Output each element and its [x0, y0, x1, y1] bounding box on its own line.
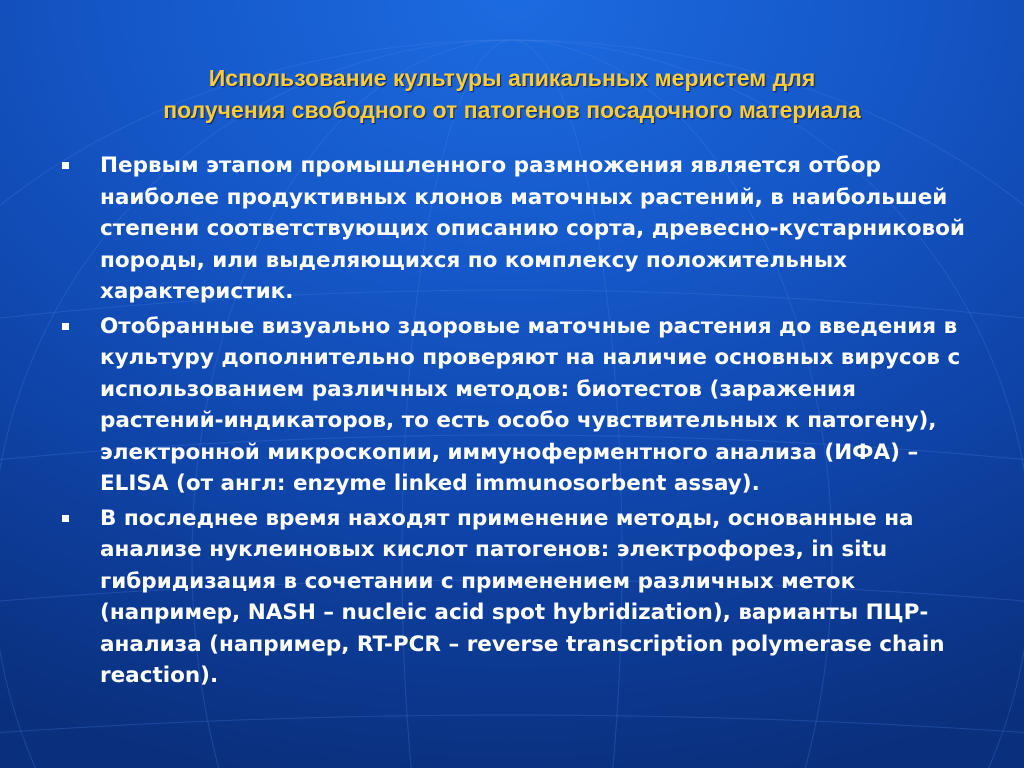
- bullet-item-virus-testing: [58, 311, 978, 500]
- slide-title: [40, 62, 984, 126]
- bullet-item-selection: [58, 150, 978, 308]
- slide-title-line-2: получения свободного от патогенов посадочного материала: [163, 97, 861, 123]
- bullet-text: Первым этапом промышленного размножения является отбор наиболее продуктивных клонов маточных растений, в наибольшей степени соответствующих описанию сорта, древесно-кустарниковой породы, или выделяющихся по комплексу положительных характеристик.: [100, 153, 965, 304]
- square-bullet-icon: [62, 515, 69, 522]
- square-bullet-icon: [62, 162, 69, 169]
- square-bullet-icon: [62, 323, 69, 330]
- slide-title-line-1: Использование культуры апикальных меристем для: [208, 65, 816, 91]
- bullet-text: Отобранные визуально здоровые маточные растения до введения в культуру дополнительно проверяют на наличие основных вирусов с использованием различных методов: биотестов (заражения растений-индикаторов, то есть особо чувствительных к патогену), электронной микроскопии, иммуноферментного анализа (ИФА) – ELISA (от англ: enzyme linked immunosorbent assay).: [100, 313, 961, 496]
- bullet-text: В последнее время находят применение методы, основанные на анализе нуклеиновых кислот патогенов: электрофорез, in situ гибридизация в сочетании с применением различных меток (например, NASH – nucleic acid spot hybridization), варианты ПЦР-анализа (например, RT-PCR – reverse transcription polymerase chain reaction).: [100, 505, 945, 688]
- bullet-item-nucleic-acid-methods: [58, 503, 978, 692]
- bullet-list: [58, 150, 978, 695]
